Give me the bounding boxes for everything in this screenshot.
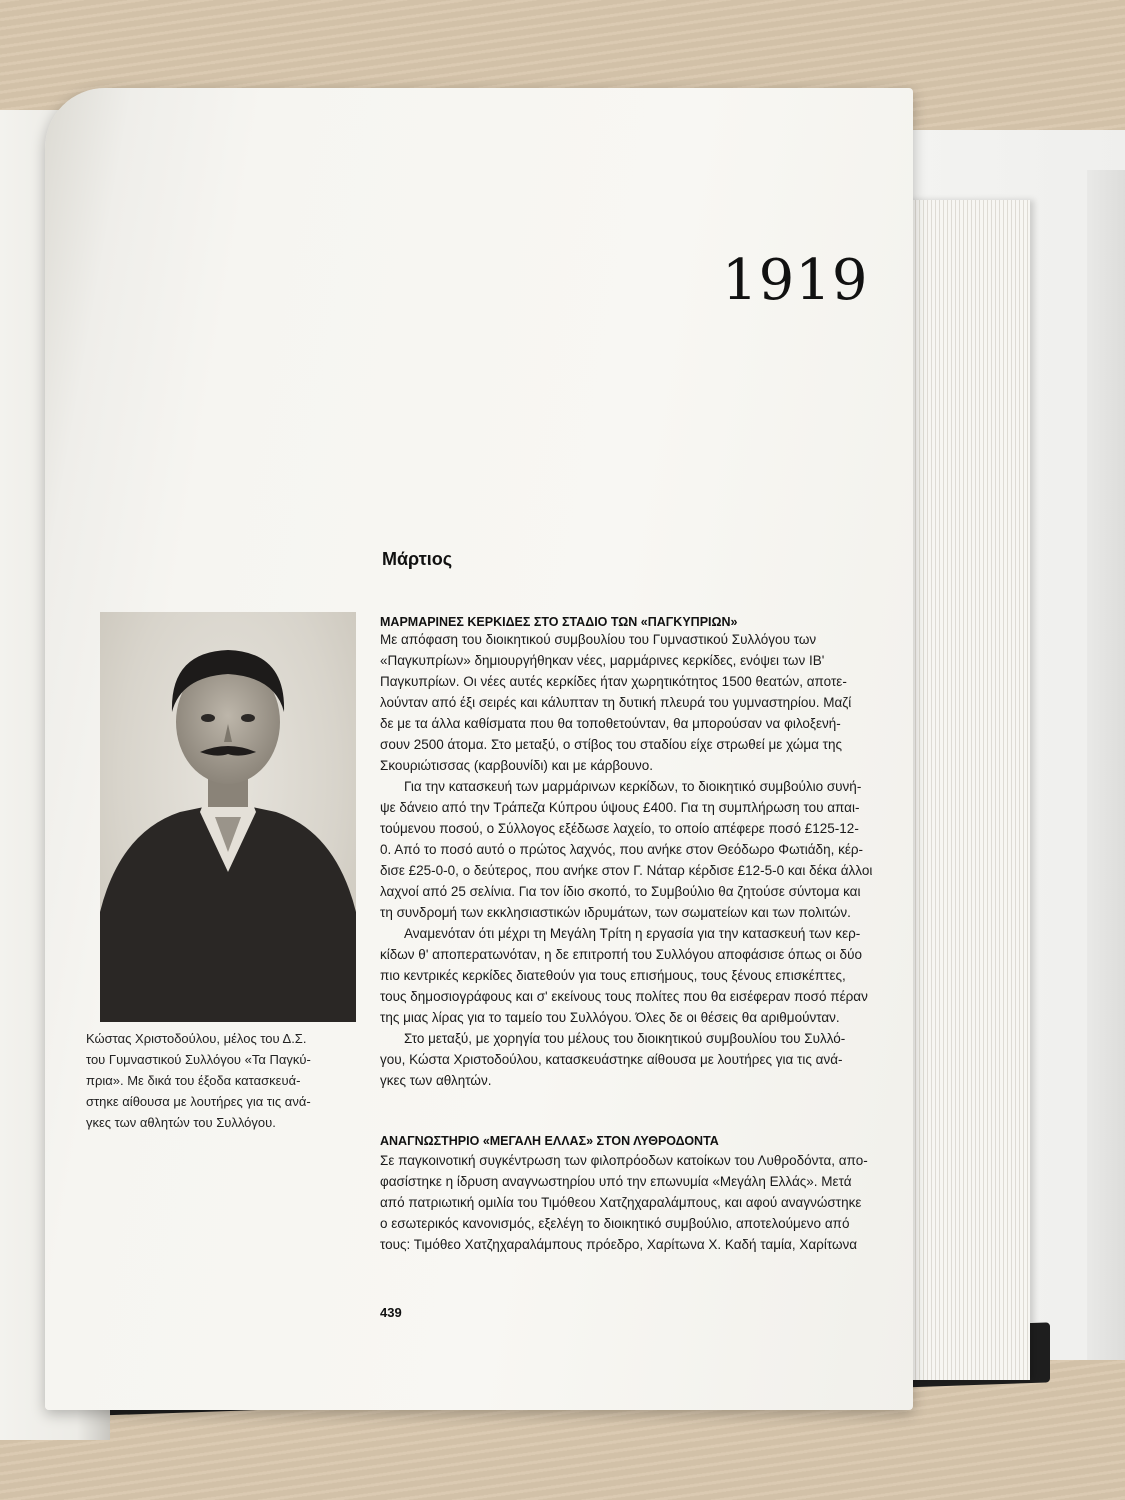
portrait-figure — [100, 612, 356, 1022]
body-line: της μιας λίρας για το ταμείο του Συλλόγου. Όλες δε οι θέσεις θα αριθμούνταν. — [380, 1010, 840, 1025]
body-line: λούνταν από έξι σειρές και κάλυπταν τη δυτική πλευρά του γυμναστηρίου. Μαζί — [380, 695, 852, 710]
body-line: Με απόφαση του διοικητικού συμβουλίου του Γυμναστικού Συλλόγου των — [380, 632, 817, 647]
body-line: λαχνοί από 25 σελίνια. Για τον ίδιο σκοπό, το Συμβούλιο θα ζητούσε σύντομα και — [380, 884, 861, 899]
body-line: γκες των αθλητών. — [380, 1073, 492, 1088]
caption-line: πρια». Με δικά του έξοδα κατασκευά- — [86, 1073, 301, 1088]
portrait-photo — [100, 612, 356, 1022]
body-line: τη συνδρομή των εκκλησιαστικών ιδρυμάτων, των σωματείων και των πολιτών. — [380, 905, 851, 920]
body-line: Σκουριώτισσας (καρβουνίδι) και με κάρβουνο. — [380, 758, 654, 773]
body-line: γου, Κώστα Χριστοδούλου, κατασκευάστηκε αίθουσα με λουτήρες για τις ανά- — [380, 1052, 843, 1067]
caption-line: στηκε αίθουσα με λουτήρες για τις ανά- — [86, 1094, 311, 1109]
section-heading: ΑΝΑΓΝΩΣΤΗΡΙΟ «ΜΕΓΑΛΗ ΕΛΛΑΣ» ΣΤΟΝ ΛΥΘΡΟΔΟΝΤΑ — [380, 1134, 719, 1148]
body-line: τους δημοσιογράφους και σ' εκείνους τους πολίτες που θα εισέφεραν ποσό πέραν — [380, 989, 868, 1004]
body-line: ψε δάνειο από την Τράπεζα Κύπρου ύψους £400. Για τη συμπλήρωση του απαι- — [380, 800, 860, 815]
year-heading: 1919 — [722, 248, 869, 313]
body-line: πιο κεντρικές κερκίδες διατεθούν για τους επισήμους, τους ξένους επισκέπτες, — [380, 968, 846, 983]
body-line: από πατριωτική ομιλία του Τιμόθεου Χατζηχαραλάμπους, και αφού αναγνώστηκε — [380, 1195, 862, 1210]
body-line: Σε παγκοινοτική συγκέντρωση των φιλοπρόοδων κατοίκων του Λυθροδόντα, απο- — [380, 1153, 868, 1168]
body-line: τούμενου ποσού, ο Σύλλογος εξέδωσε λαχείο, το οποίο απέφερε ποσό £125-12- — [380, 821, 859, 836]
page-number: 439 — [380, 1305, 402, 1320]
caption-line: γκες των αθλητών του Συλλόγου. — [86, 1115, 276, 1130]
body-line: Αναμενόταν ότι μέχρι τη Μεγάλη Τρίτη η εργασία για την κατασκευή των κερ- — [404, 926, 861, 941]
body-line: φασίστηκε η ίδρυση αναγνωστηρίου υπό την επωνυμία «Μεγάλη Ελλάς». Μετά — [380, 1174, 852, 1189]
body-line: 0. Από το ποσό αυτό ο πρώτος λαχνός, που ανήκε στον Θεόδωρο Φωτιάδη, κέρ- — [380, 842, 864, 857]
caption-line: του Γυμναστικού Συλλόγου «Τα Παγκύ- — [86, 1052, 311, 1067]
section-heading: ΜΑΡΜΑΡΙΝΕΣ ΚΕΡΚΙΔΕΣ ΣΤΟ ΣΤΑΔΙΟ ΤΩΝ «ΠΑΓΚΥΠΡΙΩΝ» — [380, 615, 738, 629]
body-line: Παγκυπρίων. Οι νέες αυτές κερκίδες ήταν χωρητικότητος 1500 θεατών, αποτε- — [380, 674, 847, 689]
month-heading: Μάρτιος — [382, 549, 453, 569]
body-line: Στο μεταξύ, με χορηγία του μέλους του διοικητικού συμβουλίου του Συλλό- — [404, 1031, 846, 1046]
body-line: δε με τα άλλα καθίσματα που θα τοποθετούνταν, θα μπορούσαν να φιλοξενή- — [380, 716, 841, 731]
body-line: κίδων θ' αποπερατωνόταν, η δε επιτροπή του Συλλόγου αποφάσισε όπως οι δύο — [380, 947, 862, 962]
body-line: τους: Τιμόθεο Χατζηχαραλάμπους πρόεδρο, Χαρίτωνα Χ. Καδή ταμία, Χαρίτωνα — [380, 1237, 858, 1252]
body-line: ο εσωτερικός κανονισμός, εξελέγη το διοικητικό συμβούλιο, αποτελούμενο από — [380, 1216, 850, 1231]
photo-caption — [86, 1028, 366, 1133]
body-line: Για την κατασκευή των μαρμάρινων κερκίδων, το διοικητικό συμβούλιο συνή- — [404, 779, 862, 794]
caption-line: Κώστας Χριστοδούλου, μέλος του Δ.Σ. — [86, 1031, 307, 1046]
body-line: «Παγκυπρίων» δημιουργήθηκαν νέες, μαρμάρινες κερκίδες, ενόψει των ΙΒ' — [380, 653, 825, 668]
body-line: δισε £25-0-0, ο δεύτερος, που ανήκε στον Γ. Νάταρ κέρδισε £12-5-0 και δέκα άλλοι — [380, 863, 873, 878]
body-line: σουν 2500 άτομα. Στο μεταξύ, ο στίβος του σταδίου είχε στρωθεί με χώμα της — [380, 737, 843, 752]
